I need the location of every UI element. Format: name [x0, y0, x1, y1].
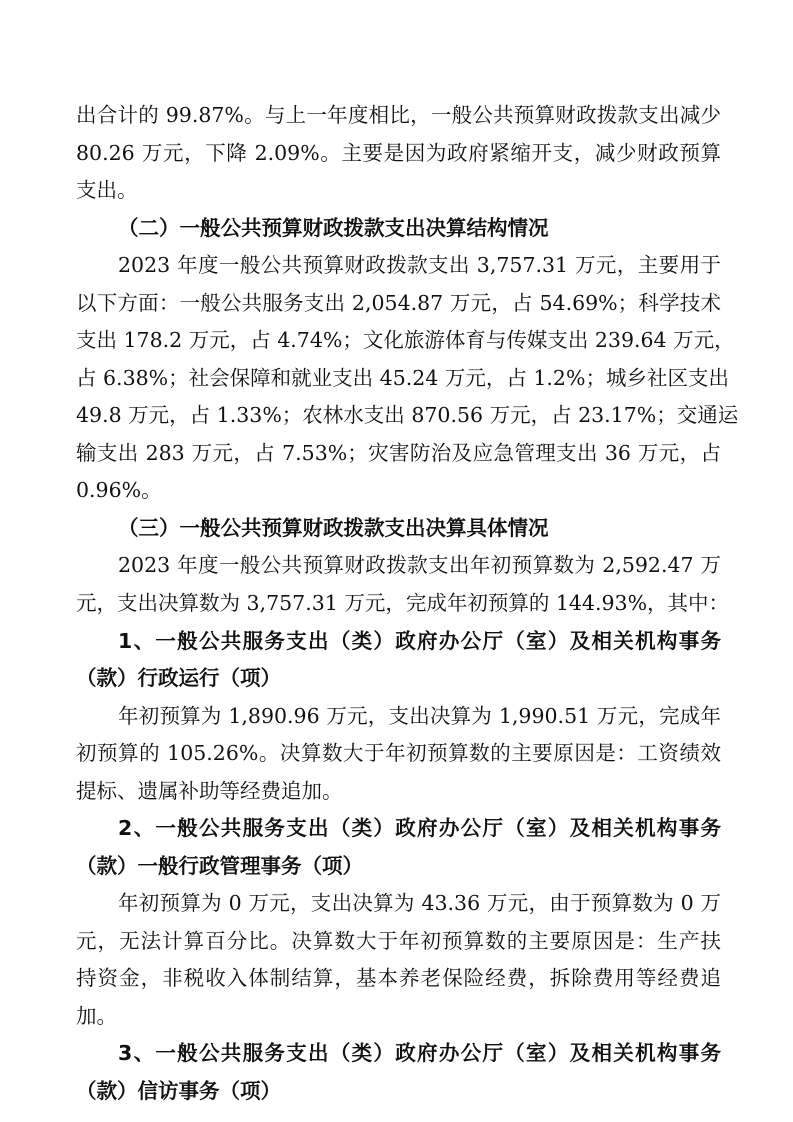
item-heading-2-cont: （款）一般行政管理事务（项） — [76, 853, 363, 878]
section-heading-3: （三）一般公共预算财政拨款支出决算具体情况 — [118, 515, 549, 540]
text-line: 元，无法计算百分比。决算数大于年初预算数的主要原因是：生产扶 — [76, 928, 721, 953]
text-line: 年初预算为 1,890.96 万元，支出决算为 1,990.51 万元，完成年 — [118, 703, 721, 728]
text-line: 持资金，非税收入体制结算，基本养老保险经费，拆除费用等经费追 — [76, 966, 721, 991]
section-heading-2: （二）一般公共预算财政拨款支出决算结构情况 — [118, 215, 549, 240]
item-heading-1: 1、一般公共服务支出（类）政府办公厅（室）及相关机构事务 — [118, 628, 721, 653]
text-line: 支出 178.2 万元，占 4.74%；文化旅游体育与传媒支出 239.64 万元， — [76, 328, 735, 353]
text-line: 2023 年度一般公共预算财政拨款支出 3,757.31 万元，主要用于 — [118, 253, 721, 278]
text-line: 49.8 万元，占 1.33%；农林水支出 870.56 万元，占 23.17%；交通运 — [76, 403, 739, 428]
item-heading-2: 2、一般公共服务支出（类）政府办公厅（室）及相关机构事务 — [118, 816, 721, 841]
text-line: 2023 年度一般公共预算财政拨款支出年初预算数为 2,592.47 万 — [118, 553, 721, 578]
text-line: 80.26 万元，下降 2.09%。主要是因为政府紧缩开支，减少财政预算 — [76, 140, 721, 165]
text-line: 元，支出决算数为 3,757.31 万元，完成年初预算的 144.93%，其中： — [76, 591, 730, 615]
item-heading-3: 3、一般公共服务支出（类）政府办公厅（室）及相关机构事务 — [118, 1041, 721, 1066]
text-line: 加。 — [76, 1003, 117, 1028]
text-line: 0.96%。 — [76, 478, 162, 503]
text-line: 支出。 — [76, 178, 138, 203]
text-line: 输支出 283 万元，占 7.53%；灾害防治及应急管理支出 36 万元，占 — [76, 440, 721, 465]
text-line: 出合计的 99.87%。与上一年度相比，一般公共预算财政拨款支出减少 — [76, 103, 721, 127]
item-heading-1-cont: （款）行政运行（项） — [76, 666, 281, 691]
text-line: 以下方面：一般公共服务支出 2,054.87 万元，占 54.69%；科学技术 — [76, 290, 721, 315]
item-heading-3-cont: （款）信访事务（项） — [76, 1079, 281, 1103]
text-line: 初预算的 105.26%。决算数大于年初预算数的主要原因是：工资绩效 — [76, 741, 721, 766]
text-line: 占 6.38%；社会保障和就业支出 45.24 万元，占 1.2%；城乡社区支出 — [76, 365, 729, 390]
text-line: 年初预算为 0 万元，支出决算为 43.36 万元，由于预算数为 0 万 — [118, 891, 721, 916]
text-line: 提标、遗属补助等经费追加。 — [76, 778, 343, 803]
